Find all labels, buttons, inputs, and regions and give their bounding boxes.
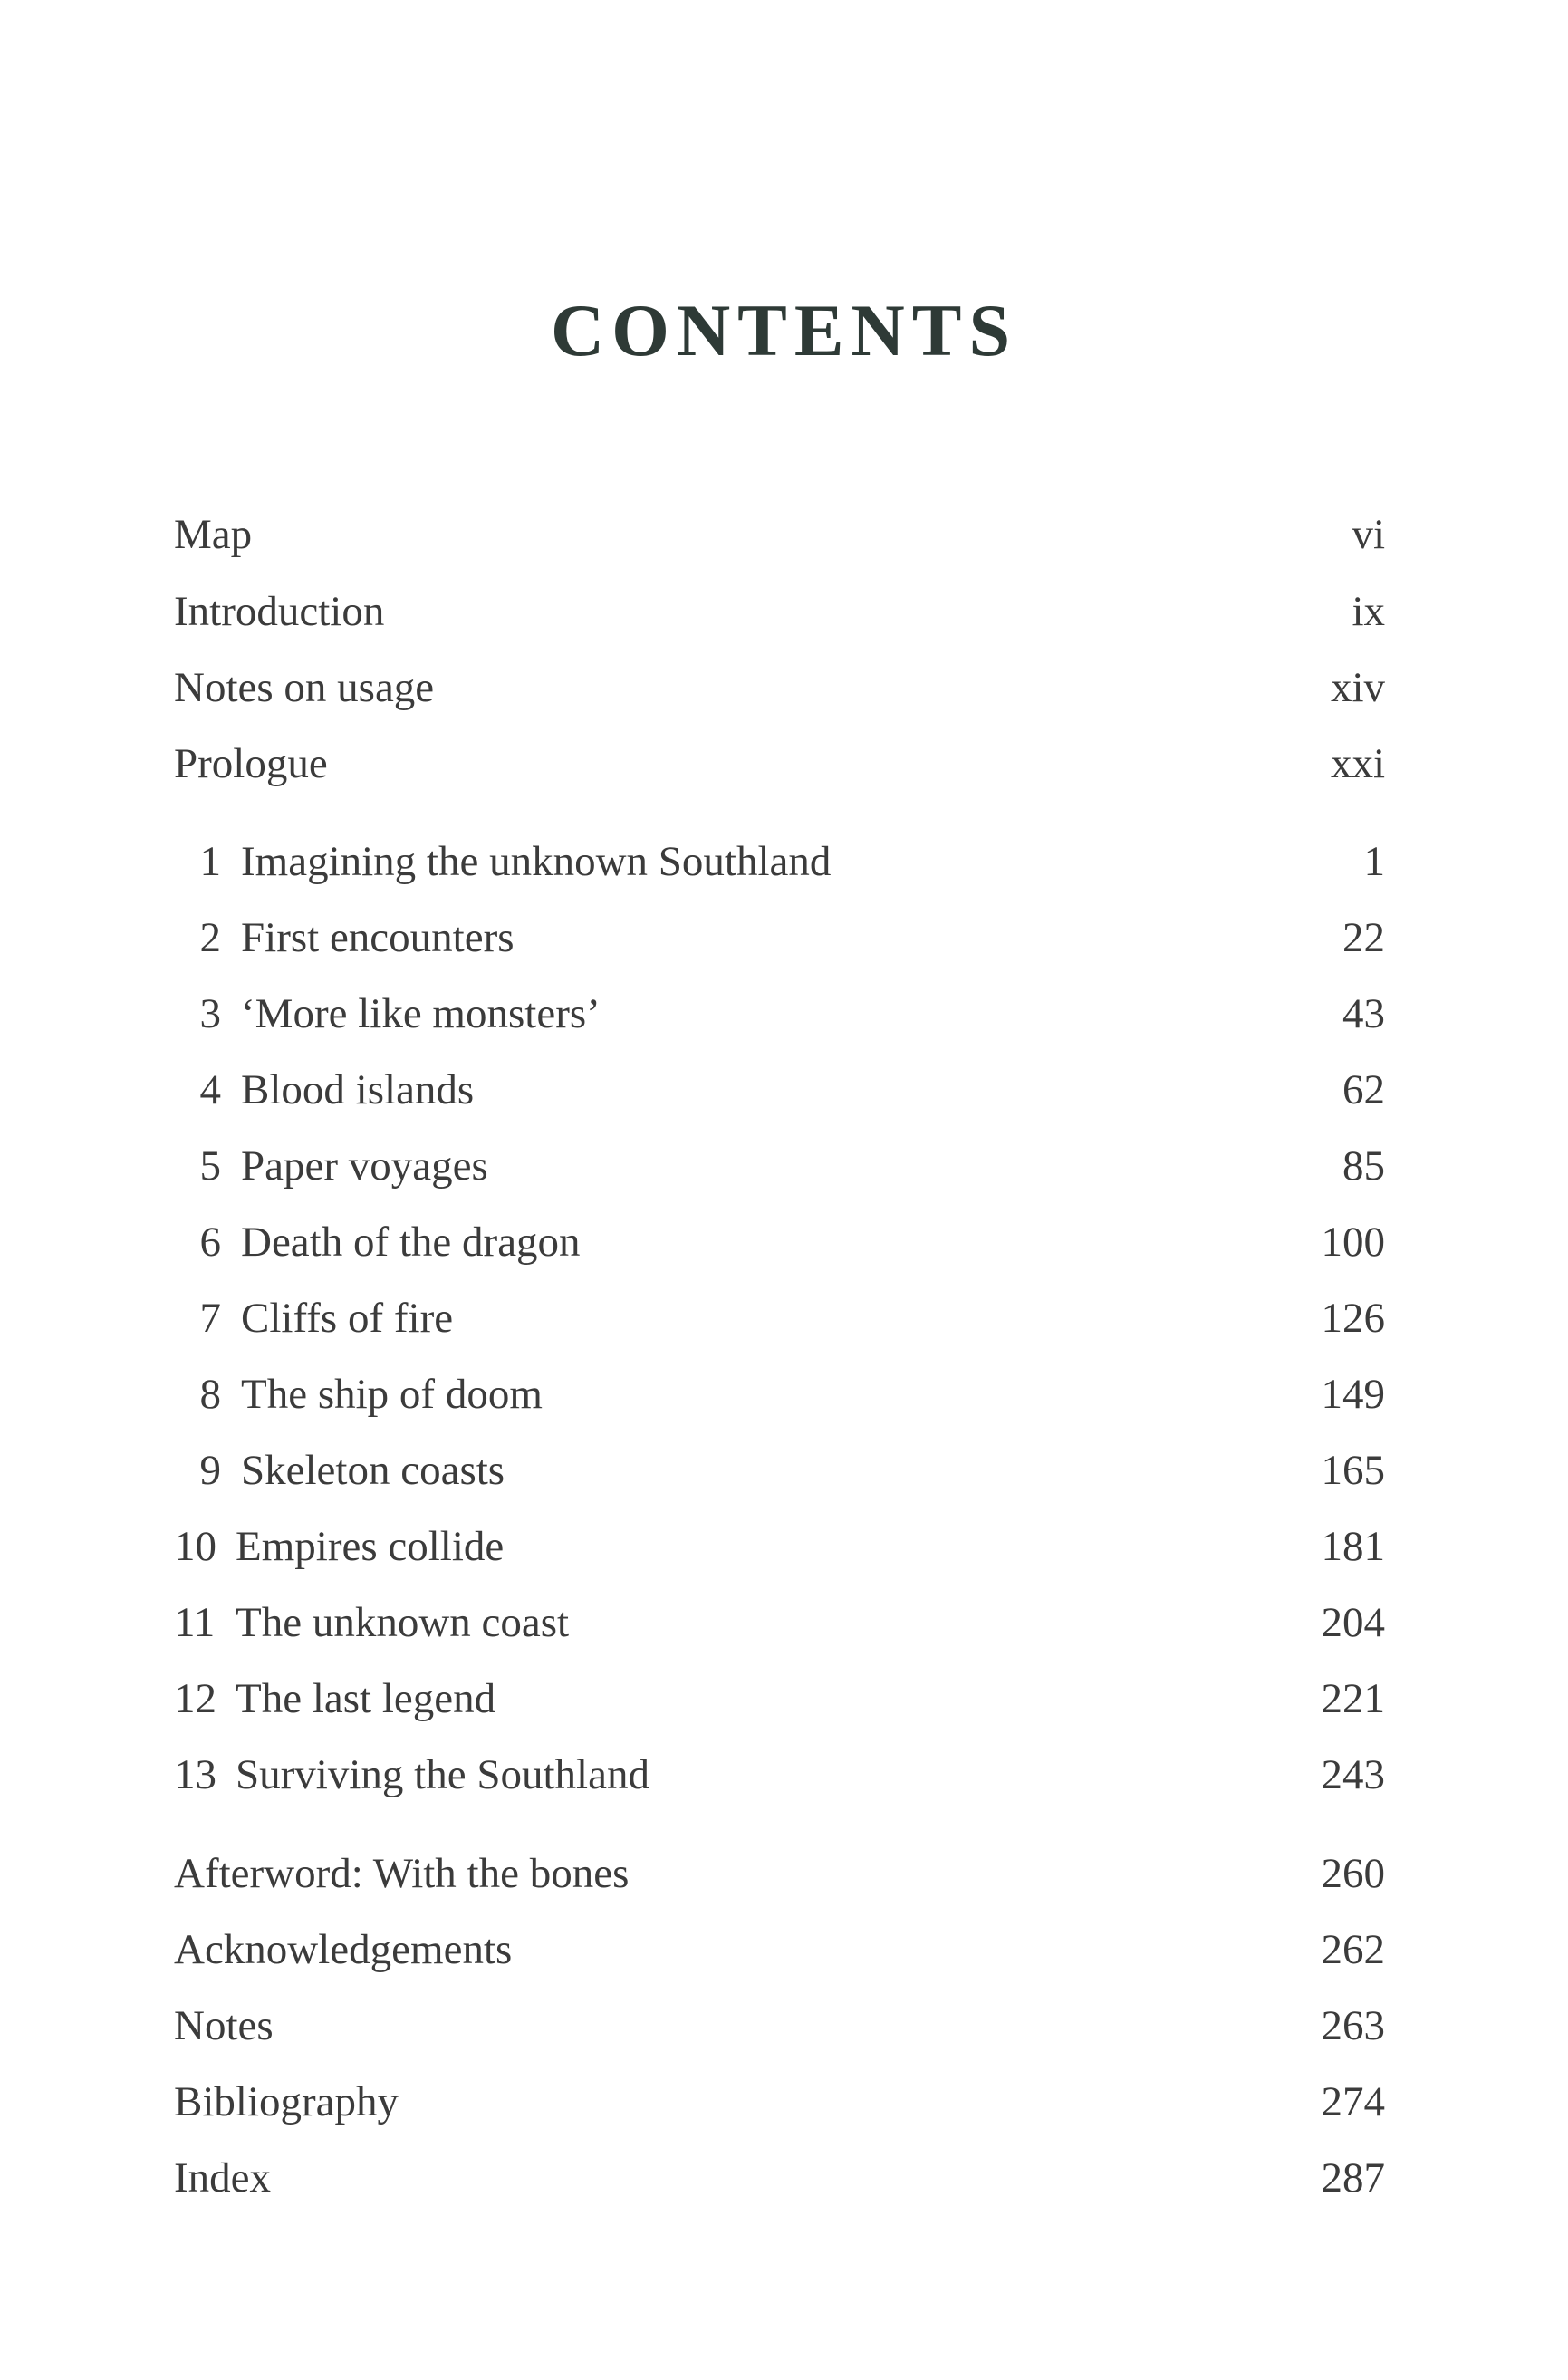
toc-entry-label: Index	[174, 2154, 272, 2202]
toc-entry-map[interactable]	[174, 503, 1385, 566]
chapter-page: 181	[1321, 1523, 1385, 1570]
toc-entry-afterword[interactable]	[174, 1842, 1385, 1905]
chapter-title: Empires collide	[236, 1523, 505, 1570]
chapter-title: Skeleton coasts	[241, 1447, 505, 1494]
chapter-number: 10	[174, 1523, 216, 1570]
toc-chapter-4[interactable]	[174, 1058, 1385, 1122]
toc-entry-index[interactable]	[174, 2146, 1385, 2210]
toc-entry-label: Map	[174, 511, 253, 558]
chapter-page: 22	[1342, 914, 1385, 961]
chapter-page: 221	[1321, 1675, 1385, 1722]
chapter-title: The unknown coast	[236, 1599, 570, 1646]
chapter-title: ‘More like monsters’	[241, 990, 601, 1037]
toc-entry-label: Bibliography	[174, 2078, 399, 2125]
chapter-title: Surviving the Southland	[236, 1751, 649, 1798]
chapter-page: 243	[1321, 1751, 1385, 1798]
chapter-page: 62	[1342, 1066, 1385, 1113]
toc-chapter-8[interactable]	[174, 1363, 1385, 1426]
toc-entry-page: vi	[1352, 511, 1385, 558]
toc-chapter-1[interactable]	[174, 830, 1385, 893]
toc-chapter-11[interactable]	[174, 1591, 1385, 1654]
toc-chapter-12[interactable]	[174, 1667, 1385, 1730]
toc-entry-label: Acknowledgements	[174, 1926, 513, 1973]
chapter-page: 126	[1321, 1295, 1385, 1342]
toc-chapter-9[interactable]	[174, 1439, 1385, 1502]
toc-entry-bibliography[interactable]	[174, 2070, 1385, 2134]
chapter-title: Death of the dragon	[241, 1219, 581, 1266]
toc-chapter-2[interactable]	[174, 906, 1385, 969]
chapter-page: 204	[1321, 1599, 1385, 1646]
toc-entry-label: Notes on usage	[174, 664, 435, 711]
toc-chapter-10[interactable]	[174, 1515, 1385, 1578]
toc-entry-label: Prologue	[174, 740, 328, 787]
toc-entry-label: Notes	[174, 2002, 274, 2049]
toc-entry-label: Afterword: With the bones	[174, 1850, 630, 1897]
chapter-title: Cliffs of fire	[241, 1295, 454, 1342]
chapter-title: The last legend	[236, 1675, 496, 1722]
toc-entry-page: ix	[1352, 588, 1385, 635]
toc-entry-page: 274	[1321, 2078, 1385, 2125]
chapter-page: 100	[1321, 1219, 1385, 1266]
toc-entry-page: 263	[1321, 2002, 1385, 2049]
toc-entry-label: Introduction	[174, 588, 385, 635]
chapter-number: 11	[174, 1599, 216, 1646]
toc-entry-notes-on-usage[interactable]	[174, 656, 1385, 719]
toc-entry-page: 262	[1321, 1926, 1385, 1973]
toc-entry-page: 287	[1321, 2154, 1385, 2202]
chapter-title: The ship of doom	[241, 1371, 543, 1418]
toc-entry-page: xxi	[1330, 740, 1385, 787]
toc-entry-acknowledgements[interactable]	[174, 1918, 1385, 1981]
chapter-title: First encounters	[241, 914, 515, 961]
toc-chapter-7[interactable]	[174, 1286, 1385, 1350]
toc-chapter-6[interactable]	[174, 1210, 1385, 1274]
chapter-title: Paper voyages	[241, 1142, 488, 1190]
toc-entry-page: 260	[1321, 1850, 1385, 1897]
chapter-page: 149	[1321, 1371, 1385, 1418]
chapter-number: 13	[174, 1751, 216, 1798]
chapter-number: 8	[199, 1371, 221, 1418]
toc-chapter-5[interactable]	[174, 1134, 1385, 1198]
toc-entry-page: xiv	[1330, 664, 1385, 711]
toc-chapter-13[interactable]	[174, 1743, 1385, 1807]
chapter-number: 2	[199, 914, 221, 961]
chapter-page: 165	[1321, 1447, 1385, 1494]
page-title: CONTENTS	[550, 289, 1018, 371]
chapter-number: 1	[199, 838, 221, 885]
chapter-title: Blood islands	[241, 1066, 475, 1113]
chapter-number: 6	[199, 1219, 221, 1266]
chapter-number: 4	[199, 1066, 221, 1113]
chapter-number: 7	[199, 1295, 221, 1342]
chapter-number: 3	[199, 990, 221, 1037]
toc-entry-introduction[interactable]	[174, 580, 1385, 643]
chapter-page: 43	[1342, 990, 1385, 1037]
chapter-number: 5	[199, 1142, 221, 1190]
toc-entry-prologue[interactable]	[174, 732, 1385, 795]
chapter-number: 9	[199, 1447, 221, 1494]
chapter-title: Imagining the unknown Southland	[241, 838, 832, 885]
chapter-number: 12	[174, 1675, 216, 1722]
chapter-page: 1	[1363, 838, 1385, 885]
chapter-page: 85	[1342, 1142, 1385, 1190]
toc-chapter-3[interactable]	[174, 982, 1385, 1045]
toc-entry-notes[interactable]	[174, 1994, 1385, 2057]
